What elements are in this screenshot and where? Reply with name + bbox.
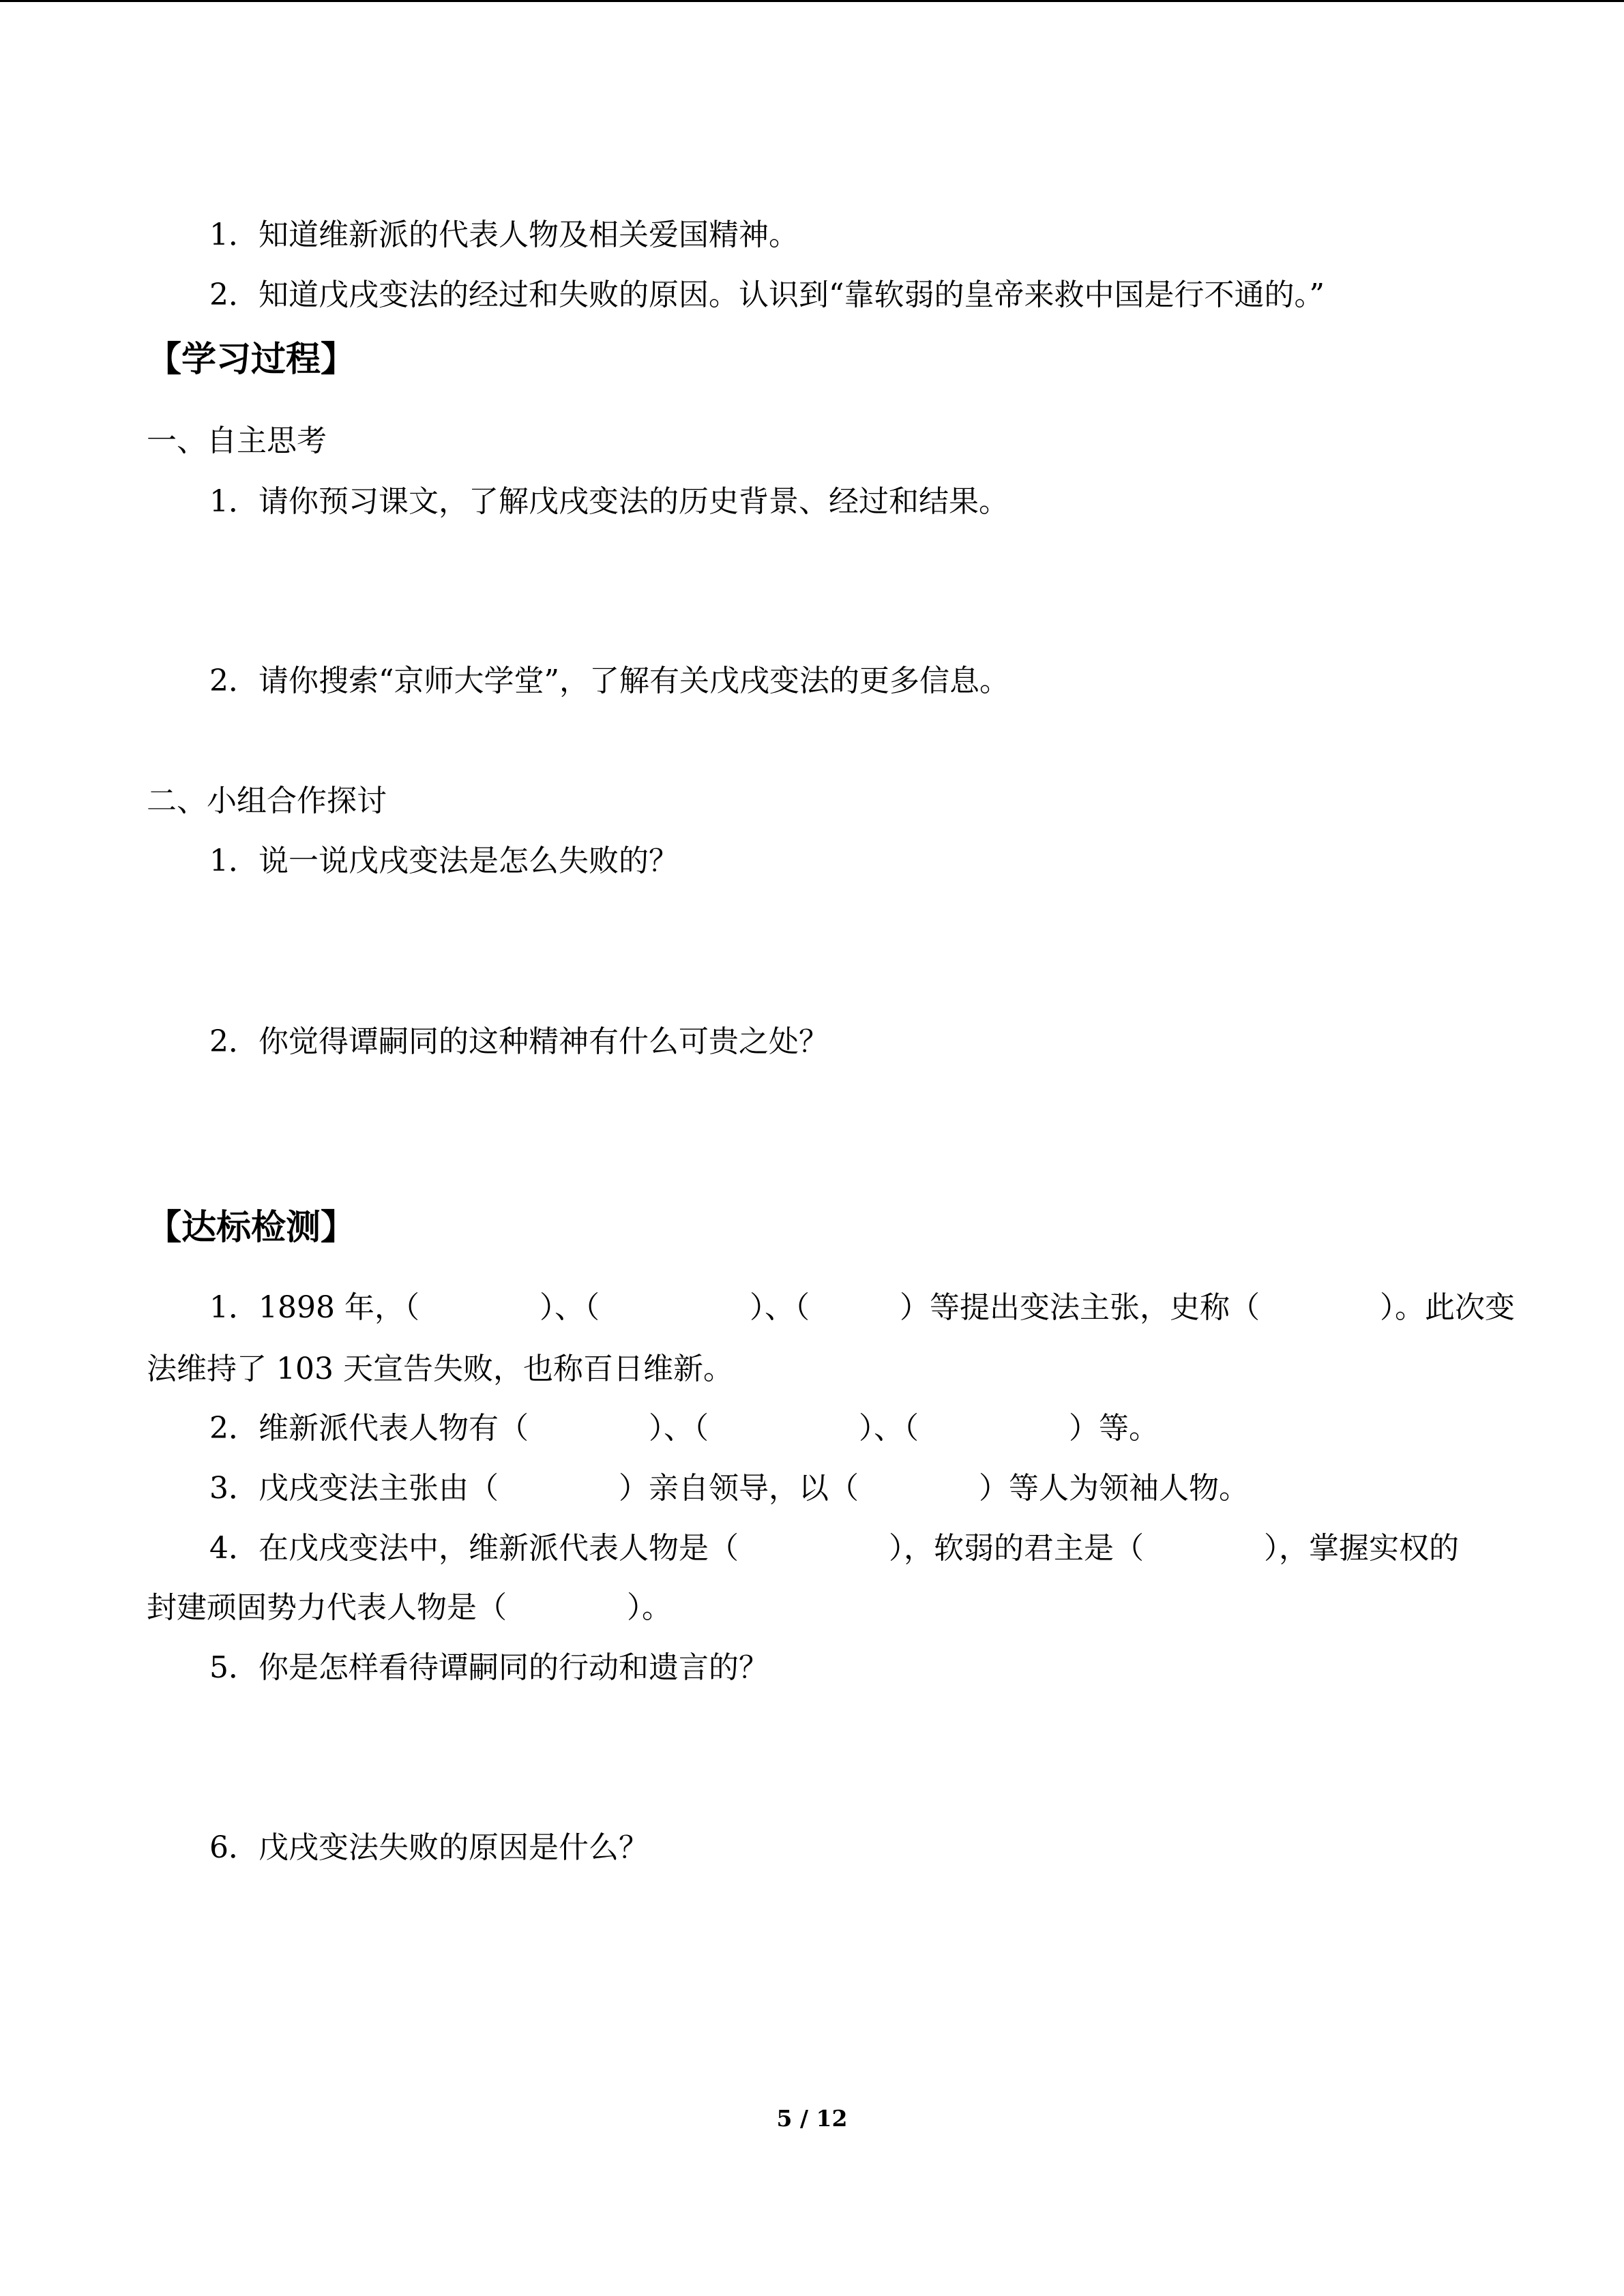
group-discussion-item-1: 1．说一说戊戌变法是怎么失败的？ (209, 844, 679, 878)
group-discussion-item-2: 2．你觉得谭嗣同的这种精神有什么可贵之处？ (209, 1024, 829, 1059)
question-2: 2．维新派代表人物有（ ）、（ ）、（ ）等。 (209, 1411, 1159, 1446)
question-1-line-1: 1．1898 年，（ ）、（ ）、（ ）等提出变法主张，史称（ ）。此次变 (209, 1290, 1515, 1325)
question-1-line-2: 法维持了 103 天宣告失败，也称百日维新。 (147, 1352, 733, 1386)
objective-1: 1．知道维新派的代表人物及相关爱国精神。 (209, 218, 799, 252)
question-3: 3．戊戌变法主张由（ ）亲自领导，以（ ）等人为领袖人物。 (209, 1471, 1249, 1506)
question-5: 5．你是怎样看待谭嗣同的行动和遗言的？ (209, 1650, 769, 1685)
section-group-discussion-title: 二、小组合作探讨 (147, 784, 387, 818)
learning-process-heading: 【学习过程】 (147, 339, 356, 380)
page-number: 5 / 12 (776, 2105, 848, 2132)
question-6: 6．戊戌变法失败的原因是什么？ (209, 1830, 649, 1865)
objective-2: 2．知道戊戌变法的经过和失败的原因。认识到“靠软弱的皇帝来救中国是行不通的。” (209, 278, 1325, 312)
question-4-line-2: 封建顽固势力代表人物是（ ）。 (147, 1590, 672, 1625)
question-4-line-1: 4．在戊戌变法中，维新派代表人物是（ ），软弱的君主是（ ），掌握实权的 (209, 1531, 1459, 1566)
self-thinking-item-2: 2．请你搜索“京师大学堂”，了解有关戊戌变法的更多信息。 (209, 664, 1009, 698)
self-thinking-item-1: 1．请你预习课文，了解戊戌变法的历史背景、经过和结果。 (209, 484, 1009, 519)
top-border-rule (0, 0, 1624, 2)
section-self-thinking-title: 一、自主思考 (147, 423, 327, 458)
assessment-heading: 【达标检测】 (147, 1207, 356, 1248)
